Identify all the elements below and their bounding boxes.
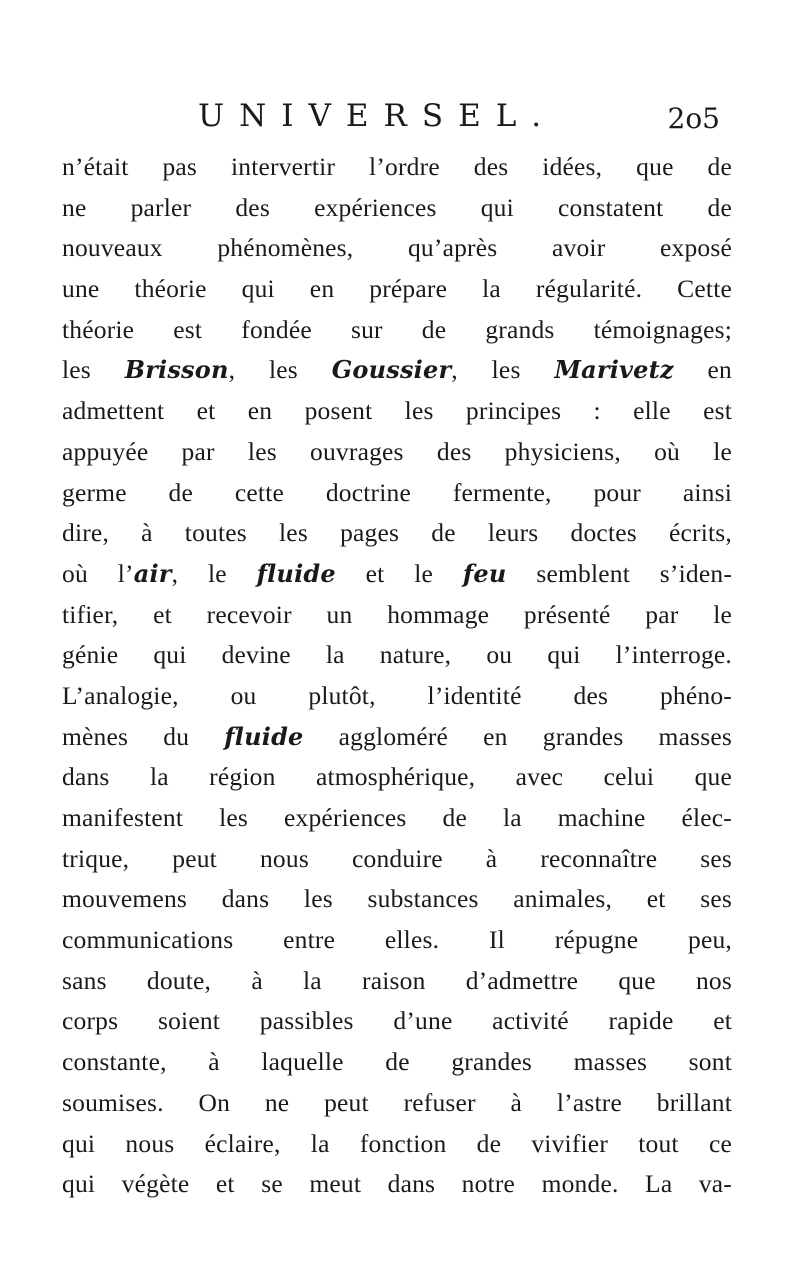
running-title: UNIVERSEL. xyxy=(198,98,557,134)
italic-term: air xyxy=(133,558,172,588)
text-line: soumises. On ne peut refuser à l’astre brillant xyxy=(62,1087,732,1117)
text-line: trique, peut nous conduire à reconnaître ses xyxy=(62,843,732,873)
text-line: qui nous éclaire, la fonction de vivifier tout ce xyxy=(62,1128,732,1158)
text-line: théorie est fondée sur de grands témoignages; xyxy=(62,314,732,344)
italic-term: fluide xyxy=(256,558,336,588)
text-line: constante, à laquelle de grandes masses sont xyxy=(62,1047,732,1077)
text-line: dire, à toutes les pages de leurs doctes écrits, xyxy=(62,518,732,548)
running-head xyxy=(150,98,720,138)
body-text xyxy=(62,147,732,1205)
italic-name: Marivetz xyxy=(554,355,674,385)
italic-term: feu xyxy=(462,558,507,588)
italic-term: fluide xyxy=(224,721,304,751)
text-line: sans doute, à la raison d’admettre que nos xyxy=(62,965,732,995)
text-line: L’analogie, ou plutôt, l’identité des phéno- xyxy=(62,680,732,710)
text-line: dans la région atmosphérique, avec celui que xyxy=(62,762,732,792)
text-line: qui végète et se meut dans notre monde. La va- xyxy=(62,1169,732,1199)
text-line: nouveaux phénomènes, qu’après avoir exposé xyxy=(62,233,732,263)
text-line: mouvemens dans les substances animales, et ses xyxy=(62,884,732,914)
text-line: admettent et en posent les principes : elle est xyxy=(62,396,732,426)
text-line: manifestent les expériences de la machine élec- xyxy=(62,803,732,832)
text-line: les Brisson, les Goussier, les Marivetz en xyxy=(62,355,733,385)
text-line: tifier, et recevoir un hommage présenté par le xyxy=(62,599,732,629)
text-line: une théorie qui en prépare la régularité. Cette xyxy=(62,274,732,304)
page-number: 2o5 xyxy=(667,102,720,135)
text-line: germe de cette doctrine fermente, pour ainsi xyxy=(62,477,732,507)
text-line: génie qui devine la nature, ou qui l’interroge. xyxy=(62,640,732,670)
text-line: où l’air, le fluide et le feu semblent s’iden- xyxy=(62,558,733,588)
italic-name: Brisson xyxy=(124,355,229,385)
italic-name: Goussier xyxy=(331,355,452,385)
text-line: communications entre elles. Il répugne peu, xyxy=(62,925,732,955)
text-line: ne parler des expériences qui constatent de xyxy=(62,192,732,222)
text-line: n’était pas intervertir l’ordre des idées, que de xyxy=(62,152,732,181)
text-line: corps soient passibles d’une activité rapide et xyxy=(62,1006,732,1036)
text-line: mènes du fluide aggloméré en grandes masses xyxy=(62,721,732,751)
text-line: appuyée par les ouvrages des physiciens, où le xyxy=(62,436,732,466)
